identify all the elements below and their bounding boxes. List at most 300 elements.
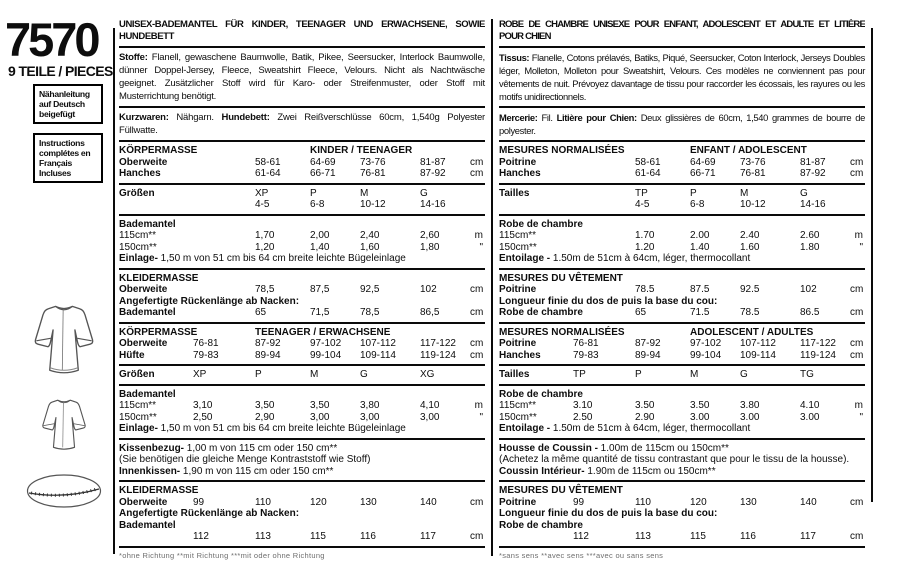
table-cell: 81-87 xyxy=(420,156,446,168)
robe-back-illustration-small xyxy=(36,394,92,456)
row-label: MESURES NORMALISÉES xyxy=(499,326,625,338)
table-cell: 3.50 xyxy=(690,400,710,411)
table-cell: P xyxy=(690,187,697,199)
table-row xyxy=(119,230,485,242)
table-cell: 2,00 xyxy=(310,230,330,241)
row-label: Größen xyxy=(119,187,155,199)
row-label: 115cm** xyxy=(119,400,157,411)
note-text: 1.50m de 51cm à 64cm, léger, thermocollant xyxy=(550,423,751,434)
table-row xyxy=(119,168,485,180)
table-cell: M xyxy=(740,187,749,199)
unit-label xyxy=(470,199,485,211)
german-column xyxy=(119,19,485,560)
table-cell: 1.80 xyxy=(800,241,820,253)
table-cell: 3.80 xyxy=(740,400,760,411)
table-cell: 66-71 xyxy=(310,168,336,179)
table-cell: TP xyxy=(573,369,586,380)
unit-label: cm xyxy=(850,168,864,179)
table-section-label: Bademantel xyxy=(119,519,176,531)
unit-label: cm xyxy=(850,307,864,318)
unit-label: " xyxy=(479,241,483,253)
table-cell: 117-122 xyxy=(420,338,456,349)
table-cell: TP xyxy=(635,187,648,199)
table-cell: 86,5 xyxy=(420,307,440,318)
unit-label xyxy=(850,188,865,200)
section-rule xyxy=(499,384,865,386)
table-cell: 1,60 xyxy=(360,241,380,253)
table-cell: 73-76 xyxy=(360,156,386,168)
unit-label: m xyxy=(854,230,863,241)
table-cell: 89-94 xyxy=(255,349,281,361)
table-row xyxy=(499,412,865,424)
row-label xyxy=(499,199,573,211)
table-cell: 3,00 xyxy=(360,411,380,423)
row-label: Hüfte xyxy=(119,349,145,361)
table-section-label: Angefertigte Rückenlänge ab Nacken: xyxy=(119,295,300,307)
unit-label: cm xyxy=(850,284,864,295)
table-cell: 58-61 xyxy=(255,156,281,168)
table-cell: 2,60 xyxy=(420,230,440,241)
row-label: 150cm** xyxy=(499,411,537,423)
unit-label: cm xyxy=(470,307,484,318)
table-row xyxy=(119,307,485,319)
unit-label: cm xyxy=(850,338,864,349)
table-cell: 120 xyxy=(690,496,707,508)
table-cell: 130 xyxy=(360,496,377,508)
row-label: Poitrine xyxy=(499,156,537,168)
table-row xyxy=(119,497,485,509)
table-cell: 2,50 xyxy=(193,411,213,423)
table-row xyxy=(119,284,485,296)
table-cell: 109-114 xyxy=(360,349,396,361)
table-cell: 92.5 xyxy=(740,284,760,295)
table-cell: 110 xyxy=(635,496,651,508)
row-label: Oberweite xyxy=(119,156,168,168)
table-cell: 3.10 xyxy=(573,400,593,411)
table-section-label: MESURES DU VÊTEMENT xyxy=(499,272,623,284)
german-notions-paragraph xyxy=(119,111,485,137)
german-instructions-box: Nähanleitung auf Deutsch beigefügt xyxy=(33,84,103,124)
table-cell: 1,80 xyxy=(420,241,440,253)
section-rule xyxy=(119,183,485,185)
table-row xyxy=(499,497,865,509)
section-rule xyxy=(119,384,485,386)
row-label: Bademantel xyxy=(119,307,176,318)
unit-label: cm xyxy=(850,496,864,508)
note-label: Housse de Coussin - xyxy=(499,442,598,454)
table-note-row xyxy=(499,466,865,478)
sidebar xyxy=(0,0,112,580)
table-cell: 65 xyxy=(635,307,647,318)
french-notions-paragraph xyxy=(499,111,865,137)
section-rule xyxy=(119,438,485,440)
table-cell xyxy=(573,168,635,180)
table-cell: 76-81 xyxy=(740,168,766,179)
row-label: 150cm** xyxy=(499,241,537,253)
section-rule xyxy=(119,106,485,108)
unit-label: m xyxy=(474,230,483,241)
unit-label: cm xyxy=(470,349,484,361)
table-cell: 89-94 xyxy=(635,349,661,361)
section-rule xyxy=(499,546,865,548)
unit-label: cm xyxy=(470,531,484,542)
table-cell: 79-83 xyxy=(193,349,219,361)
row-label: Poitrine xyxy=(499,338,537,349)
section-rule xyxy=(119,268,485,270)
table-section-label: Bademantel xyxy=(119,218,176,230)
note-label: Einlage- xyxy=(119,423,158,434)
section-rule xyxy=(119,364,485,366)
row-label xyxy=(499,531,573,543)
table-row xyxy=(119,350,485,362)
note-text: 1,90 m von 115 cm oder 150 cm** xyxy=(180,465,334,477)
table-section-label: KLEIDERMASSE xyxy=(119,272,199,284)
table-cell: 71,5 xyxy=(310,307,330,318)
notions-label: Kurzwaren: xyxy=(119,112,169,123)
robe-back-illustration-large xyxy=(26,298,102,382)
table-cell: 79-83 xyxy=(573,349,599,361)
table-cell: 6-8 xyxy=(310,199,325,210)
table-cell: 61-64 xyxy=(255,168,281,179)
row-label: Tailles xyxy=(499,187,530,199)
section-rule xyxy=(499,140,865,142)
table-cell: 3,10 xyxy=(193,400,213,411)
notions-text: Zwei Reißverschlüsse 60cm, 1,540g Polyester Füllwatte. xyxy=(119,112,485,136)
table-section-label: Longueur finie du dos de puis la base du cou: xyxy=(499,508,718,519)
column-group-label: KINDER / TEENAGER xyxy=(310,145,413,156)
row-label: Größen xyxy=(119,369,155,380)
table-section-label: Robe de chambre xyxy=(499,218,583,230)
table-cell: G xyxy=(360,369,368,380)
row-label: KÖRPERMASSE xyxy=(119,145,198,156)
table-cell: 2.40 xyxy=(740,230,760,241)
table-cell: 87-92 xyxy=(800,168,826,179)
table-cell xyxy=(573,307,635,319)
table-cell: 65 xyxy=(255,307,267,318)
row-label: Oberweite xyxy=(119,284,168,295)
table-cell: XG xyxy=(420,369,435,380)
row-label: 115cm** xyxy=(499,230,537,241)
table-cell: XP xyxy=(193,369,207,380)
note-text: 1,50 m von 51 cm bis 64 cm breite leichte Bügeleinlage xyxy=(157,253,406,264)
table-cell: 10-12 xyxy=(740,199,766,210)
fabrics-label: Tissus: xyxy=(499,52,530,63)
row-label: Oberweite xyxy=(119,338,168,349)
table-cell: 113 xyxy=(255,531,271,542)
table-cell: 99 xyxy=(193,496,205,508)
table-cell: 117-122 xyxy=(800,338,836,349)
table-cell: 1.60 xyxy=(740,241,760,253)
section-rule xyxy=(499,106,865,108)
table-cell: 71.5 xyxy=(690,307,710,318)
table-cell: 86.5 xyxy=(800,307,820,318)
table-cell: 1.70 xyxy=(635,230,655,241)
table-cell: G xyxy=(740,369,748,380)
table-section-label: Longueur finie du dos de puis la base du cou: xyxy=(499,295,718,307)
table-cell: 119-124 xyxy=(420,349,456,361)
table-section-label: Robe de chambre xyxy=(499,519,583,531)
table-cell: 4,10 xyxy=(420,400,440,411)
table-cell: 115 xyxy=(690,531,706,542)
table-cell: 1,70 xyxy=(255,230,275,241)
section-rule xyxy=(119,322,485,324)
table-cell: 3.50 xyxy=(635,400,655,411)
row-label: MESURES NORMALISÉES xyxy=(499,145,625,156)
table-row xyxy=(119,369,485,381)
table-row xyxy=(499,531,865,543)
section-rule xyxy=(119,546,485,548)
unit-label: " xyxy=(859,241,863,253)
table-cell: 87,5 xyxy=(310,284,330,295)
table-cell: M xyxy=(360,187,369,199)
table-cell: 2.60 xyxy=(800,230,820,241)
section-rule xyxy=(119,480,485,482)
dog-bed-label: Hundebett: xyxy=(221,112,270,123)
table-row xyxy=(119,531,485,543)
table-cell: 107-112 xyxy=(740,338,776,349)
pattern-number: 7570 xyxy=(5,13,98,66)
column-group-label: ENFANT / ADOLESCENT xyxy=(690,145,807,156)
french-title xyxy=(499,19,865,43)
row-label: Tailles xyxy=(499,369,530,380)
note-label: Innenkissen- xyxy=(119,465,181,477)
table-cell xyxy=(573,188,635,200)
table-plain-row: (Sie benötigen die gleiche Menge Kontraststoff wie Stoff) xyxy=(119,454,371,465)
table-note-row xyxy=(119,423,485,435)
section-rule xyxy=(119,140,485,142)
german-title xyxy=(119,19,485,43)
notions-text: Nähgarn. xyxy=(168,112,222,123)
table-row xyxy=(499,338,865,350)
table-cell xyxy=(573,199,635,211)
table-cell: 2.90 xyxy=(635,411,655,423)
table-cell: G xyxy=(800,187,808,199)
table-cell: 102 xyxy=(800,284,817,295)
section-rule xyxy=(499,364,865,366)
table-cell: 3,00 xyxy=(310,411,330,423)
table-cell: 14-16 xyxy=(420,199,446,210)
notions-text: Fil. xyxy=(537,112,557,123)
table-cell: TG xyxy=(800,369,814,380)
fabrics-text: Flanell, gewaschene Baumwolle, Batik, Pikee, Seersucker, Interlock Baumwolle, dünner Doppel-Jersey, Fleece, Sweatshirt Fleece, Velours. Nicht als Nachtwäsche geeignet. Zusätzlicher Stoff wird für Karo- oder Streifenmuster, oder Stoff mit Musterrichtung benötigt. xyxy=(119,52,485,102)
note-text: 1,50 m von 51 cm bis 64 cm breite leichte Bügeleinlage xyxy=(157,423,406,434)
row-label: Poitrine xyxy=(499,284,537,295)
table-cell: 140 xyxy=(800,496,817,508)
table-cell: 3,50 xyxy=(255,400,275,411)
unit-label: cm xyxy=(470,168,484,179)
table-cell: 6-8 xyxy=(690,199,705,210)
table-cell: 76-81 xyxy=(573,338,599,349)
table-cell: 64-69 xyxy=(690,156,716,168)
table-header-row xyxy=(119,327,485,339)
unit-label: m xyxy=(854,400,863,411)
table-cell: M xyxy=(690,369,699,380)
table-cell: 117 xyxy=(420,531,436,542)
german-footnote: *ohne Richtung **mit Richtung ***mit oder ohne Richtung xyxy=(119,550,325,560)
french-instructions-box: Instructions complétes en Français Incluses xyxy=(33,133,103,183)
table-cell xyxy=(193,168,255,180)
table-cell: 2,90 xyxy=(255,411,275,423)
pieces-count-label: 9 TEILE / PIECES xyxy=(8,63,113,79)
french-size-table xyxy=(499,145,865,543)
table-cell: 3,50 xyxy=(310,400,330,411)
table-cell: 4-5 xyxy=(255,199,270,210)
table-cell: 117 xyxy=(800,531,816,542)
section-rule xyxy=(499,480,865,482)
table-cell xyxy=(193,284,255,296)
table-header-row xyxy=(119,145,485,157)
table-cell: 4.10 xyxy=(800,400,820,411)
note-text: 1.00m de 115cm ou 150cm** xyxy=(597,442,729,454)
table-cell: 64-69 xyxy=(310,156,336,168)
table-cell: 115 xyxy=(310,531,326,542)
table-cell: 3,80 xyxy=(360,400,380,411)
table-section-label: Robe de chambre xyxy=(499,388,583,400)
section-rule xyxy=(499,46,865,48)
table-cell: 76-81 xyxy=(360,168,386,179)
row-label: Hanches xyxy=(499,349,541,361)
table-cell: 73-76 xyxy=(740,156,766,168)
table-row xyxy=(119,242,485,254)
unit-label: cm xyxy=(470,284,484,295)
table-cell: 87-92 xyxy=(255,338,281,349)
table-cell: 97-102 xyxy=(690,338,722,349)
table-cell: M xyxy=(310,369,319,380)
table-cell: 87-92 xyxy=(420,168,446,179)
french-column xyxy=(499,19,865,560)
section-rule xyxy=(499,214,865,216)
row-label: 150cm** xyxy=(119,241,157,253)
table-section-label: KLEIDERMASSE xyxy=(119,485,199,496)
table-row xyxy=(119,412,485,424)
german-title-line1: UNISEX-BADEMANTEL FÜR KINDER, TEENAGER UND ERWACHSENE, SOWIE xyxy=(119,19,485,30)
table-cell: P xyxy=(310,187,317,199)
note-text: 1,00 m von 115 cm oder 150 cm** xyxy=(184,442,338,454)
table-cell: 14-16 xyxy=(800,199,826,210)
section-rule xyxy=(119,214,485,216)
section-rule xyxy=(499,322,865,324)
column-divider-middle xyxy=(491,19,493,556)
table-cell xyxy=(573,157,635,169)
table-header-row xyxy=(499,327,865,339)
table-cell xyxy=(193,157,255,169)
table-cell: 66-71 xyxy=(690,168,716,179)
table-cell: 78.5 xyxy=(635,284,655,295)
table-cell: 99 xyxy=(573,496,585,508)
table-row xyxy=(499,188,865,200)
table-cell: 99-104 xyxy=(690,349,722,361)
row-label: Hanches xyxy=(499,168,541,179)
unit-label xyxy=(850,199,865,211)
table-cell: 97-102 xyxy=(310,338,342,349)
german-title-line2: HUNDEBETT xyxy=(119,31,174,42)
table-row xyxy=(499,199,865,211)
table-cell: 1,40 xyxy=(310,241,330,253)
table-row xyxy=(499,350,865,362)
note-label: Entoilage - xyxy=(499,423,551,434)
column-divider-left xyxy=(113,28,115,554)
unit-label: cm xyxy=(850,349,864,361)
row-label: Poitrine xyxy=(499,496,537,508)
table-cell xyxy=(193,307,255,319)
table-section-label: MESURES DU VÊTEMENT xyxy=(499,485,623,496)
table-cell: 1,20 xyxy=(255,241,275,253)
row-label: 115cm** xyxy=(499,400,537,411)
table-cell: 99-104 xyxy=(310,349,342,361)
note-label: Einlage- xyxy=(119,253,158,264)
table-note-row xyxy=(119,466,485,478)
table-row xyxy=(119,338,485,350)
unit-label: cm xyxy=(850,156,864,168)
table-cell: 87-92 xyxy=(635,338,661,349)
table-note-row xyxy=(119,253,485,265)
table-cell: 113 xyxy=(635,531,651,542)
table-section-label: Bademantel xyxy=(119,388,176,400)
table-note-row xyxy=(499,253,865,265)
table-cell: 1.20 xyxy=(635,241,655,253)
german-size-table xyxy=(119,145,485,543)
table-row xyxy=(499,230,865,242)
table-cell: 120 xyxy=(310,496,327,508)
table-cell: 2.50 xyxy=(573,411,593,423)
section-rule xyxy=(499,438,865,440)
table-cell: 109-114 xyxy=(740,349,776,361)
table-section-label: Angefertigte Rückenlänge ab Nacken: xyxy=(119,508,300,519)
table-plain-row: (Achetez la même quantité de tissu contrastant que pour le tissu de la housse). xyxy=(499,454,850,465)
column-group-label: ADOLESCENT / ADULTES xyxy=(690,326,814,338)
table-cell: 87.5 xyxy=(690,284,710,295)
unit-label xyxy=(470,369,485,381)
table-row xyxy=(119,157,485,169)
unit-label: cm xyxy=(470,496,484,508)
table-cell xyxy=(193,199,255,211)
unit-label: cm xyxy=(470,156,484,168)
table-row xyxy=(499,400,865,412)
unit-label: " xyxy=(859,411,863,423)
table-cell: G xyxy=(420,187,428,199)
fabrics-label: Stoffe: xyxy=(119,52,148,63)
french-title-line2: POUR CHIEN xyxy=(499,31,551,42)
fabrics-text: Flanelle, Cotons prélavés, Batiks, Piqué, Seersucker, Coton Interlock, Jerseys Doubles léger, Molleton, Molleton pour Sweatshirt, Velours. Ces modèles ne conviennent pas pour vêtements de nuit. Prévoyez davantage de tissu pour raccorder les écossais, les rayures ou les motifs unidirectionnels. xyxy=(499,52,865,102)
table-cell: 61-64 xyxy=(635,168,661,179)
row-label: KÖRPERMASSE xyxy=(119,326,198,338)
table-cell: 116 xyxy=(360,531,376,542)
table-cell: 4-5 xyxy=(635,199,650,210)
table-cell: 102 xyxy=(420,284,437,295)
german-fabrics-paragraph xyxy=(119,51,485,103)
section-rule xyxy=(499,183,865,185)
section-rule xyxy=(499,268,865,270)
table-row xyxy=(119,188,485,200)
row-label: Hanches xyxy=(119,168,161,179)
notions-label: Mercerie: xyxy=(499,112,538,123)
table-cell xyxy=(193,188,255,200)
table-cell: 76-81 xyxy=(193,338,219,349)
table-cell: 78,5 xyxy=(360,307,380,318)
column-group-label: TEENAGER / ERWACHSENE xyxy=(255,326,391,338)
row-label xyxy=(119,531,193,543)
note-label: Coussin Intérieur- xyxy=(499,465,585,477)
table-cell xyxy=(573,242,635,254)
table-cell: XP xyxy=(255,187,269,199)
row-label: 150cm** xyxy=(119,411,157,423)
note-label: Entoilage - xyxy=(499,253,551,264)
table-cell: 119-124 xyxy=(800,349,836,361)
table-cell: 3.00 xyxy=(800,411,820,423)
table-cell: 3.00 xyxy=(690,411,710,423)
table-cell: 3.00 xyxy=(740,411,760,423)
table-cell xyxy=(573,230,635,242)
